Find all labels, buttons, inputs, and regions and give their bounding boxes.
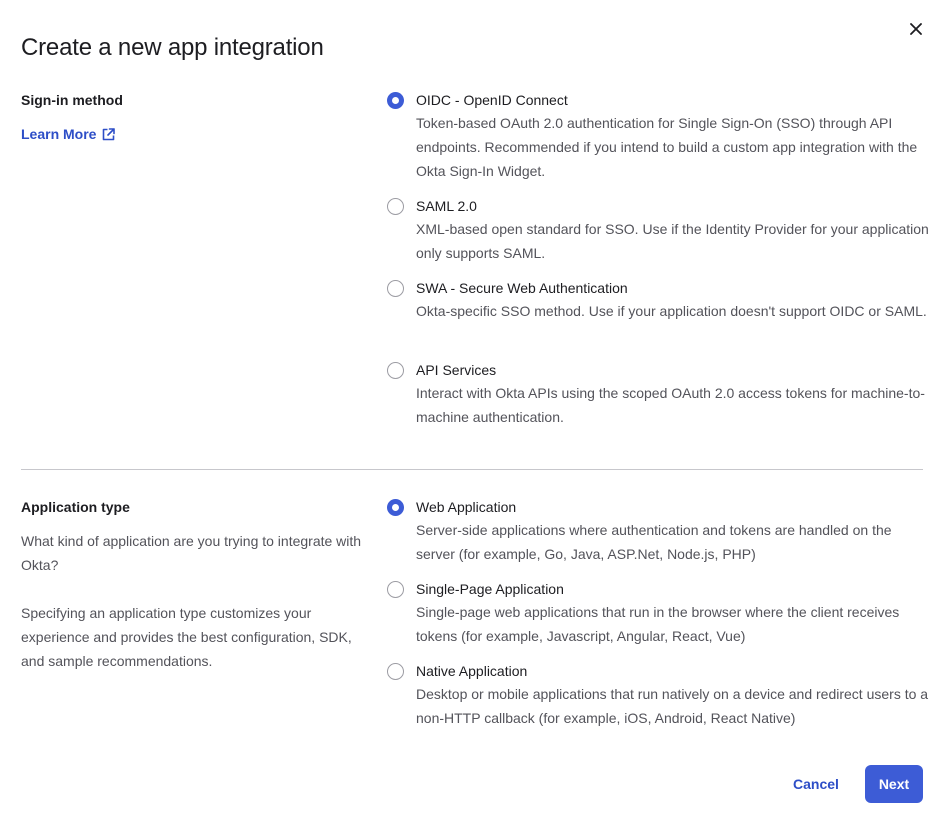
option-description: Desktop or mobile applications that run natively on a device and redirect users to a non-HTTP callback (for example, iOS, Android, React Native) [416,686,929,726]
radio-oidc[interactable] [387,92,404,109]
cancel-button[interactable]: Cancel [782,765,850,803]
radio-saml[interactable] [387,198,404,215]
option-label: API Services [416,362,497,378]
radio-web-application[interactable] [387,499,404,516]
external-link-icon [102,128,115,141]
option-description: Server-side applications where authentication and tokens are handled on the server (for example, Go, Java, ASP.Net, Node.js, PHP) [416,522,892,562]
option-description: Okta-specific SSO method. Use if your application doesn't support OIDC or SAML. [416,303,927,319]
section-divider [21,469,923,470]
option-description: Token-based OAuth 2.0 authentication for Single Sign-On (SSO) through API endpoints. Recommended if you intend to build a custom app integration with the Okta Sign-In Widget. [416,115,918,179]
close-icon [910,23,922,35]
option-description: Single-page web applications that run in the browser where the client receives tokens (for example, Javascript, Angular, React, Vue) [416,604,900,644]
learn-more-label: Learn More [21,126,97,142]
radio-single-page-application[interactable] [387,581,404,598]
option-label: Single-Page Application [416,581,564,597]
option-label: Web Application [416,499,517,515]
option-label: Native Application [416,663,528,679]
radio-swa[interactable] [387,280,404,297]
radio-api-services[interactable] [387,362,404,379]
next-button[interactable]: Next [865,765,923,803]
application-type-help: What kind of application are you trying to integrate with Okta? [21,533,362,573]
close-button[interactable] [903,16,929,42]
learn-more-link[interactable] [21,124,115,144]
radio-native-application[interactable] [387,663,404,680]
option-label: OIDC - OpenID Connect [416,92,568,108]
sign-in-method-label: Sign-in method [21,92,123,108]
application-type-label: Application type [21,499,130,515]
dialog-title: Create a new app integration [21,34,324,61]
option-label: SWA - Secure Web Authentication [416,280,628,296]
option-description: Interact with Okta APIs using the scoped OAuth 2.0 access tokens for machine-to-machine authentication. [416,385,925,425]
option-label: SAML 2.0 [416,198,477,214]
option-description: XML-based open standard for SSO. Use if the Identity Provider for your application only supports SAML. [416,221,929,261]
application-type-help-detail: Specifying an application type customizes your experience and provides the best configuration, SDK, and sample recommendations. [21,605,352,669]
